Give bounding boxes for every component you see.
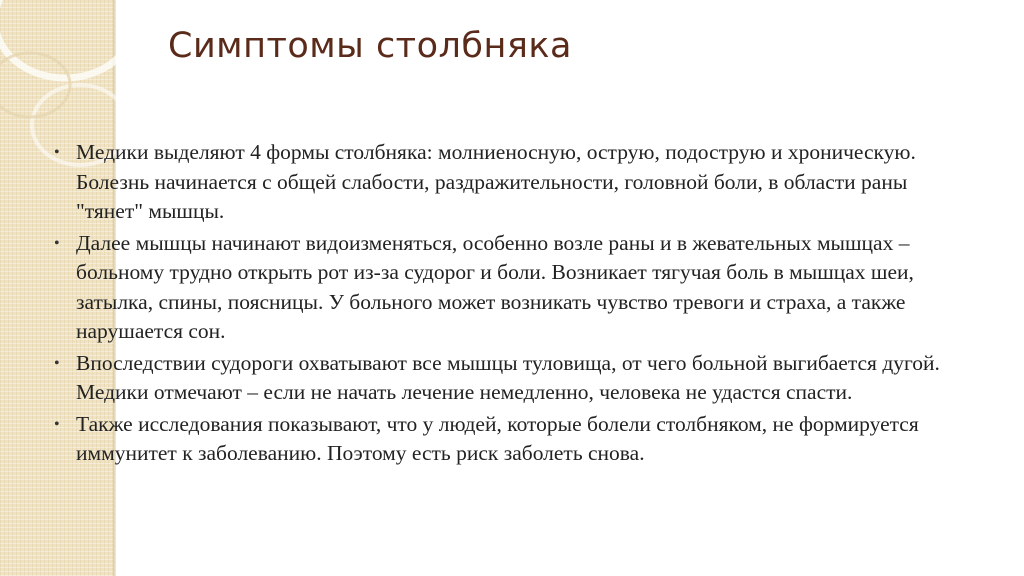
bullet-marker: • xyxy=(54,144,60,161)
bullet-item xyxy=(50,410,970,469)
slide-title: Симптомы столбняка xyxy=(168,26,572,66)
bullet-list xyxy=(50,138,970,471)
bullet-item xyxy=(50,349,970,408)
bullet-marker: • xyxy=(54,234,60,252)
bullet-item xyxy=(50,138,970,227)
bullet-item xyxy=(50,229,970,347)
bullet-text: Впоследствии судороги охватывают все мышцы туловища, от чего больной выгибается дугой. Медики отмечают – если не начать лечение немедленно, человека не удастся спасти. xyxy=(76,350,940,404)
bullet-text: Медики выделяют 4 формы столбняка: молниеносную, острую, подострую и хроническую. Болезнь начинается с общей слабости, раздражительности, головной боли, в области раны "тянет" мышцы. xyxy=(76,140,916,223)
bullet-text: Также исследования показывают, что у людей, которые болели столбняком, не формируется иммунитет к заболеванию. Поэтому есть риск заболеть снова. xyxy=(76,411,919,465)
bullet-marker: • xyxy=(54,415,60,433)
bullet-marker: • xyxy=(54,354,60,372)
bullet-text: Далее мышцы начинают видоизменяться, особенно возле раны и в жевательных мышцах – больному трудно открыть рот из-за судорог и боли. Возникает тягучая боль в мышцах шеи, затылка, спины, поясницы. У больного может возникать чувство тревоги и страха, а также нарушается сон. xyxy=(76,230,914,343)
